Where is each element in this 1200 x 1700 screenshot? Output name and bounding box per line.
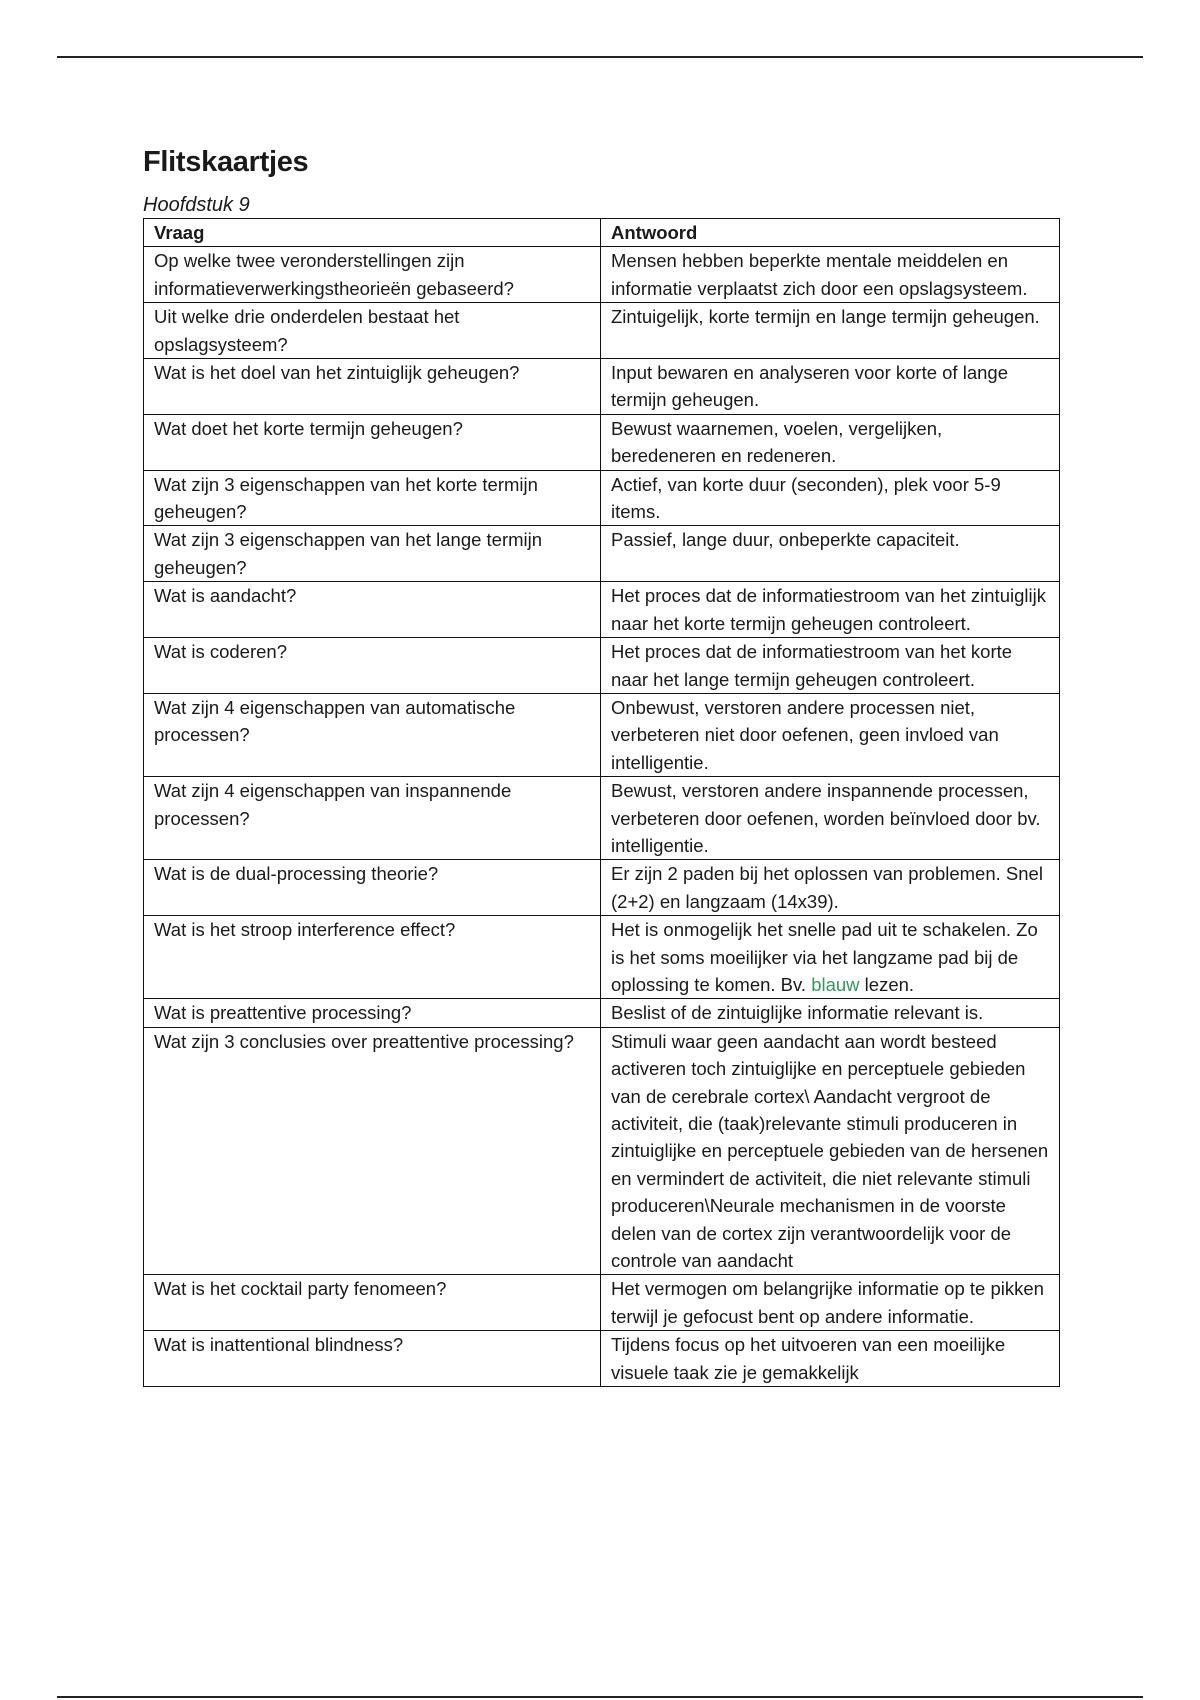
answer-cell: Stimuli waar geen aandacht aan wordt besteed activeren toch zintuiglijke en perceptuele gebieden van de cerebrale cortex\ Aandacht vergroot de activiteit, die (taak)relevante stimuli produceren in zintuiglijke en perceptuele gebieden van de hersenen en vermindert de activiteit, die niet relevante stimuli produceren\Neurale mechanismen in de voorste delen van de cortex zijn verantwoordelijk voor de controle van aandacht [601,1027,1060,1275]
answer-cell: Bewust waarnemen, voelen, vergelijken, beredeneren en redeneren. [601,414,1060,470]
answer-cell: Het vermogen om belangrijke informatie op te pikken terwijl je gefocust bent op andere informatie. [601,1275,1060,1331]
table-row [144,414,1060,470]
table-row [144,777,1060,860]
table-row [144,1027,1060,1275]
question-cell: Wat zijn 4 eigenschappen van automatische processen? [144,693,601,776]
question-cell: Wat is inattentional blindness? [144,1331,601,1387]
table-row [144,582,1060,638]
table-row [144,303,1060,359]
answer-cell: Input bewaren en analyseren voor korte of lange termijn geheugen. [601,359,1060,415]
answer-cell: Passief, lange duur, onbeperkte capaciteit. [601,526,1060,582]
answer-cell: Het proces dat de informatiestroom van het zintuiglijk naar het korte termijn geheugen controleert. [601,582,1060,638]
flashcard-table [143,218,1060,1387]
table-row [144,470,1060,526]
question-cell: Wat zijn 3 eigenschappen van het lange termijn geheugen? [144,526,601,582]
question-cell: Wat is het cocktail party fenomeen? [144,1275,601,1331]
footer-rule [57,1696,1143,1698]
header-rule [57,56,1143,58]
question-cell: Op welke twee veronderstellingen zijn informatieverwerkingstheorieën gebaseerd? [144,247,601,303]
answer-cell: Onbewust, verstoren andere processen niet, verbeteren niet door oefenen, geen invloed van intelligentie. [601,693,1060,776]
question-cell: Wat zijn 3 conclusies over preattentive processing? [144,1027,601,1275]
answer-text-tail: lezen. [859,973,915,995]
question-cell: Wat is het doel van het zintuiglijk geheugen? [144,359,601,415]
answer-cell: Tijdens focus op het uitvoeren van een moeilijke visuele taak zie je gemakkelijk [601,1331,1060,1387]
answer-cell: Beslist of de zintuiglijke informatie relevant is. [601,999,1060,1027]
table-row [144,916,1060,999]
question-cell: Wat is coderen? [144,638,601,694]
table-row [144,693,1060,776]
answer-cell: Actief, van korte duur (seconden), plek voor 5-9 items. [601,470,1060,526]
answer-cell: Mensen hebben beperkte mentale meiddelen en informatie verplaatst zich door een opslagsysteem. [601,247,1060,303]
column-header-question: Vraag [144,219,601,247]
answer-cell [601,916,1060,999]
table-row [144,638,1060,694]
document-title: Flitskaartjes [143,146,309,178]
table-row [144,999,1060,1027]
answer-cell: Zintuigelijk, korte termijn en lange termijn geheugen. [601,303,1060,359]
highlighted-word: blauw [811,973,860,995]
answer-cell: Bewust, verstoren andere inspannende processen, verbeteren door oefenen, worden beïnvloed door bv. intelligentie. [601,777,1060,860]
table-row [144,860,1060,916]
question-cell: Wat zijn 3 eigenschappen van het korte termijn geheugen? [144,470,601,526]
question-cell: Wat is aandacht? [144,582,601,638]
question-cell: Wat doet het korte termijn geheugen? [144,414,601,470]
column-header-answer: Antwoord [601,219,1060,247]
question-cell: Wat is het stroop interference effect? [144,916,601,999]
question-cell: Wat is preattentive processing? [144,999,601,1027]
table-row [144,1331,1060,1387]
question-cell: Wat is de dual-processing theorie? [144,860,601,916]
table-row [144,1275,1060,1331]
table-row [144,359,1060,415]
table-row [144,247,1060,303]
table-row [144,526,1060,582]
answer-text: Het is onmogelijk het snelle pad uit te schakelen. Zo is het soms moeilijker via het langzame pad bij de oplossing te komen. Bv. [611,919,1038,995]
table-header-row [144,219,1060,247]
chapter-subtitle: Hoofdstuk 9 [143,194,250,216]
answer-cell: Het proces dat de informatiestroom van het korte naar het lange termijn geheugen controleert. [601,638,1060,694]
document-body [143,142,1059,1387]
answer-cell: Er zijn 2 paden bij het oplossen van problemen. Snel (2+2) en langzaam (14x39). [601,860,1060,916]
question-cell: Wat zijn 4 eigenschappen van inspannende processen? [144,777,601,860]
question-cell: Uit welke drie onderdelen bestaat het opslagsysteem? [144,303,601,359]
